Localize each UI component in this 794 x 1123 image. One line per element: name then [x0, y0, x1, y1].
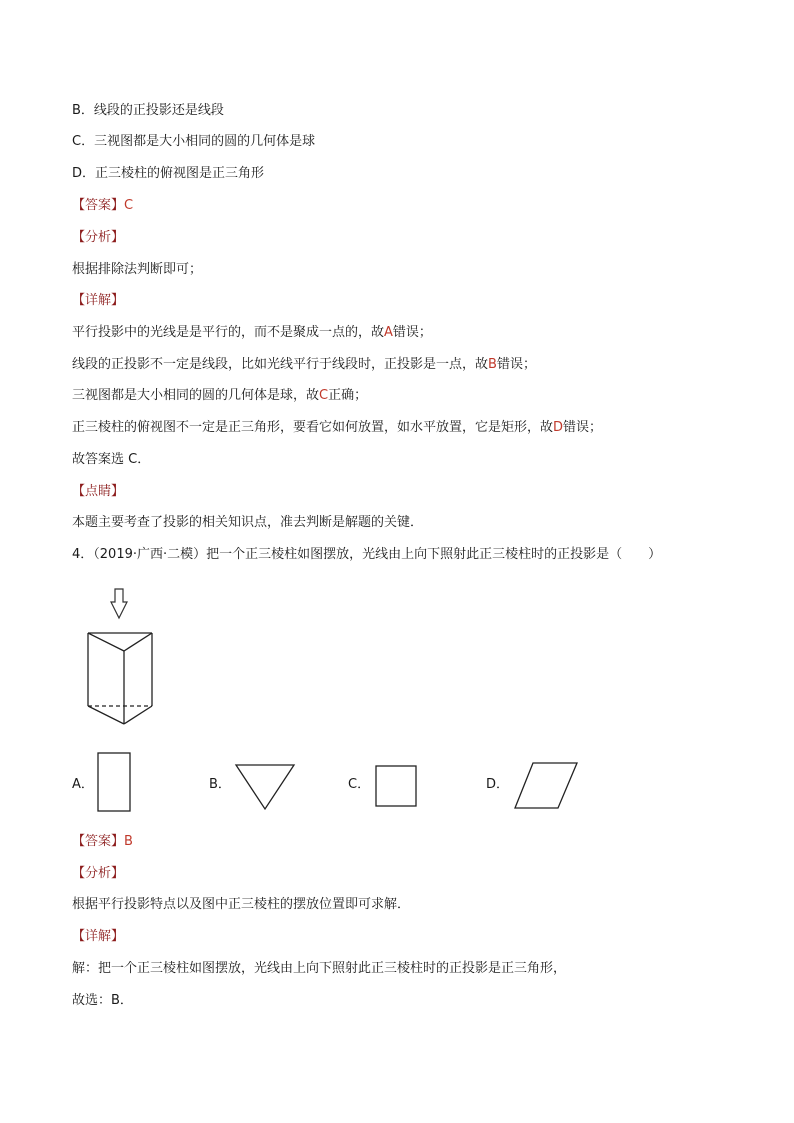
option-a-rectangle: [94, 750, 134, 814]
option-c-square: [372, 762, 420, 810]
option-a-label: A．: [72, 777, 94, 792]
q4-detail-text: 解：把一个正三棱柱如图摆放，光线由上向下照射此正三棱柱时的正投影是正三角形，: [72, 961, 567, 976]
option-d-label: D．: [486, 777, 510, 792]
q4-analysis-tag: 【分析】: [72, 866, 125, 881]
option-d-prev: D．正三棱柱的俯视图是正三角形: [72, 166, 265, 181]
conclusion: 故答案选 C．: [72, 452, 151, 467]
answer-tag: 【答案】: [72, 198, 125, 213]
detail-tag: 【详解】: [72, 293, 125, 308]
comment-tag: 【点睛】: [72, 484, 125, 499]
answer-value: B: [124, 834, 133, 849]
detail-line-4: 正三棱柱的俯视图不一定是正三角形，要看它如何放置，如水平放置，它是矩形，故D错误；: [72, 420, 603, 435]
option-d-parallelogram: [511, 760, 581, 812]
analysis-text: 根据排除法判断即可；: [72, 262, 203, 277]
answer-value: C: [124, 198, 134, 213]
triangular-prism: [88, 633, 152, 724]
q4-conclusion: 故选：B．: [72, 993, 133, 1008]
option-c-label: C．: [348, 777, 371, 792]
option-c-prev: C．三视图都是大小相同的圆的几何体是球: [72, 134, 316, 149]
option-b-triangle: [232, 762, 298, 812]
comment-text: 本题主要考查了投影的相关知识点，准去判断是解题的关键．: [72, 515, 424, 530]
option-b-prev: B．线段的正投影还是线段: [72, 103, 224, 118]
detail-line-2: 线段的正投影不一定是线段，比如光线平行于线段时，正投影是一点，故B错误；: [72, 357, 536, 372]
q4-analysis-text: 根据平行投影特点以及图中正三棱柱的摆放位置即可求解．: [72, 897, 411, 912]
question-4-stem: 4．（2019·广西·二模）把一个正三棱柱如图摆放，光线由上向下照射此正三棱柱时的正投影是（ ）: [72, 547, 662, 562]
option-b-label: B．: [209, 777, 231, 792]
detail-line-1: 平行投影中的光线是是平行的，而不是聚成一点的，故A错误；: [72, 325, 432, 340]
prism-figure: [80, 585, 160, 730]
q3-answer-row: [72, 197, 133, 215]
q4-detail-tag: 【详解】: [72, 929, 125, 944]
light-arrow-icon: [111, 589, 127, 618]
detail-line-3: 三视图都是大小相同的圆的几何体是球，故C正确；: [72, 388, 368, 403]
analysis-tag: 【分析】: [72, 230, 125, 245]
q4-answer-row: [72, 833, 133, 851]
answer-tag: 【答案】: [72, 834, 125, 849]
